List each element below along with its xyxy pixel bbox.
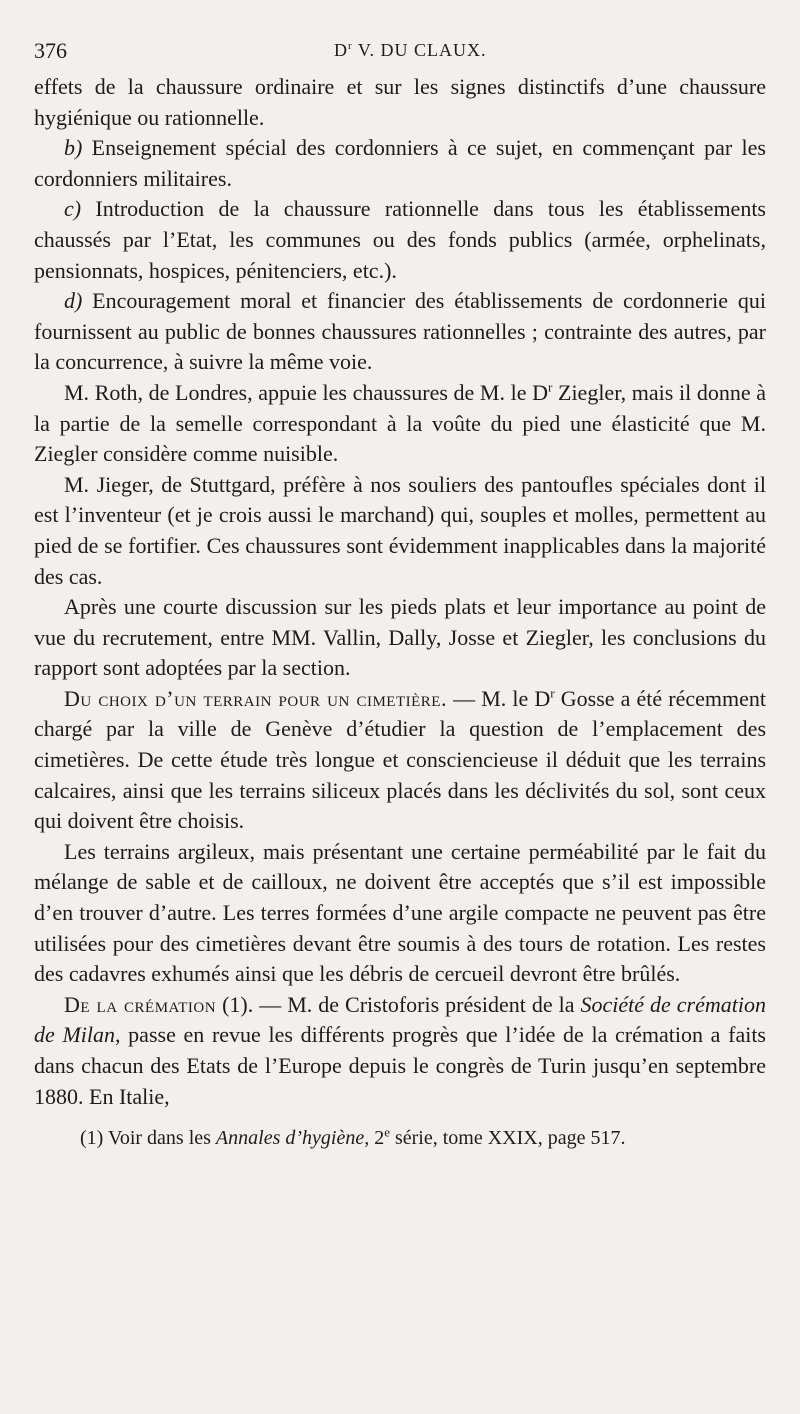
- paragraph-3-text: Introduction de la chaussure rationnelle dans tous les établissements chaussés par l’Etat, les communes ou des fonds publics (armée, orphelinats, pensionnats, hospices, pénitenciers, etc.).: [34, 196, 766, 283]
- footnote-text-c: série, tome XXIX, page 517.: [389, 1127, 626, 1150]
- paragraph-10: [34, 990, 766, 1112]
- paragraph-7: Après une courte discussion sur les pieds plats et leur importance au point de vue du recrutement, entre MM. Vallin, Dally, Josse et Ziegler, les conclusions du rapport sont adoptées par la section.: [34, 594, 766, 681]
- paragraph-8-text-a: — M. le D: [446, 685, 551, 711]
- paragraph-6: M. Jieger, de Stuttgard, préfère à nos souliers des pantoufles spéciales dont il est l’inventeur (et je crois aussi le marchand) qui, souples et molles, permettent au pied de se fortifier. Ces chaussures sont évidemment inapplicables dans la majorité des cas.: [34, 471, 766, 589]
- paragraph-3: [34, 194, 766, 286]
- footnote-text-b: 2: [369, 1127, 385, 1150]
- paragraph-5-sup: r: [548, 379, 553, 395]
- footnote-text-a: (1) Voir dans les: [80, 1127, 216, 1150]
- paragraph-10-text-b: , passe en revue les différents progrès que l’idée de la crémation a faits dans chacun des Etats de l’Europe depuis le congrès de Turin jusqu’en septembre 1880. En Italie,: [34, 1022, 766, 1109]
- paragraph-5: [34, 378, 766, 470]
- item-label-d: d): [64, 288, 83, 314]
- paragraph-8: [34, 684, 766, 837]
- paragraph-5-text-a: M. Roth, de Londres, appuie les chaussures de M. le D: [64, 379, 549, 405]
- paragraph-8-sup: r: [550, 685, 555, 701]
- paragraph-1: effets de la chaussure ordinaire et sur les signes distinctifs d’une chaussure hygiénique ou rationnelle.: [34, 74, 766, 130]
- section-heading-cimetiere: Du choix d’un terrain pour un cimetière.: [64, 685, 447, 711]
- running-head-prefix: D: [334, 40, 348, 60]
- paragraph-10-text-a: — M. de Cristoforis président de la: [253, 991, 581, 1017]
- paragraph-8-text-b: Gosse a été récemment chargé par la ville de Genève d’étudier la question de l’emplacement des cimetières. De cette étude très longue et consciencieuse il déduit que les terrains calcaires, ainsi que les terrains siliceux placés dans les déclivités du sol, sont ceux qui doivent être choisis.: [34, 685, 767, 834]
- book-page: [34, 32, 766, 1152]
- paragraph-2: [34, 133, 766, 194]
- running-head: [334, 40, 487, 61]
- footnote: [34, 1124, 766, 1152]
- running-head-name: V. DU CLAUX.: [352, 40, 487, 60]
- footnote-reference: (1).: [216, 991, 254, 1017]
- paragraph-4: [34, 286, 766, 378]
- page-number: 376: [34, 38, 67, 63]
- page-header: [34, 32, 766, 72]
- section-heading-cremation: De la crémation: [64, 991, 217, 1017]
- paragraph-2-text: Enseignement spécial des cordonniers à ce sujet, en commençant par les cordonniers militaires.: [34, 135, 766, 191]
- paragraph-4-text: Encouragement moral et financier des établissements de cordonnerie qui fournissent au public de bonnes chaussures rationnelles ; contrainte des autres, par la concurrence, à suivre la même voie.: [34, 288, 766, 375]
- paragraph-9: Les terrains argileux, mais présentant une certaine perméabilité par le fait du mélange de sable et de cailloux, ne doivent être acceptés que s’il est impossible d’en trouver d’autre. Les terres formées d’une argile compacte ne peuvent pas être utilisées pour des cimetières devant être soumis à des tours de rotation. Les restes des cadavres exhumés ainsi que les débris de cercueil devront être brûlés.: [34, 838, 766, 987]
- running-head-sup: r: [348, 40, 353, 52]
- paragraph-5-text-b: Ziegler, mais il donne à la partie de la semelle correspondant à la voûte du pied une élasticité que M. Ziegler considère comme nuisible.: [34, 379, 766, 467]
- society-name: Société de crémation de Milan: [34, 991, 766, 1048]
- footnote-sup: e: [384, 1124, 390, 1140]
- item-label-b: b): [64, 135, 83, 161]
- item-label-c: c): [64, 196, 82, 222]
- footnote-journal: Annales d’hygiène,: [215, 1127, 370, 1150]
